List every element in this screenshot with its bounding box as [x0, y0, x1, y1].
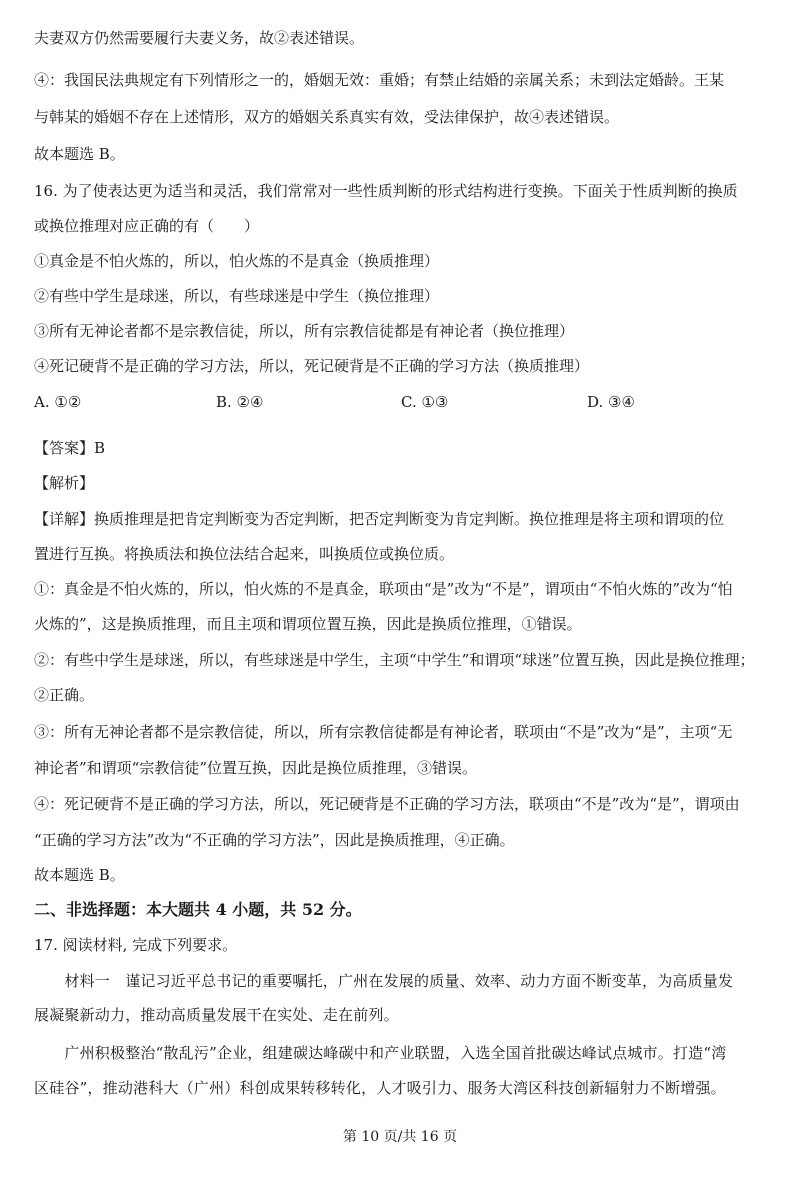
statement-4: ④死记硬背不是正确的学习方法，所以，死记硬背是不正确的学习方法（换质推理） [34, 357, 590, 375]
question-16-stem-cont: 或换位推理对应正确的有（ ） [34, 217, 260, 235]
option-c: C. ①③ [401, 393, 449, 411]
explanation-line: 置进行互换。将换质法和换位法结合起来，叫换质位或换位质。 [34, 545, 455, 563]
section-heading: 二、非选择题：本大题共 4 小题，共 52 分。 [34, 900, 362, 919]
explanation-line: 火炼的”，这是换质推理，而且主项和谓项位置互换，因此是换质位推理，①错误。 [34, 615, 582, 633]
text-line: ④：我国民法典规定有下列情形之一的，婚姻无效：重婚；有禁止结婚的亲属关系；未到法定婚龄。王某 [34, 71, 725, 89]
explanation-line: ③：所有无神论者都不是宗教信徒，所以，所有宗教信徒都是有神论者，联项由“不是”改为“是”，主项“无 [34, 723, 733, 741]
material-line: 展凝聚新动力，推动高质量发展干在实处、走在前列。 [34, 1006, 399, 1024]
statement-2: ②有些中学生是球迷，所以，有些球迷是中学生（换位推理） [34, 287, 440, 305]
explanation-line: ②正确。 [34, 686, 95, 704]
option-a: A. ①② [34, 393, 82, 411]
text-line: 夫妻双方仍然需要履行夫妻义务，故②表述错误。 [34, 29, 365, 47]
explanation-line: ②：有些中学生是球迷，所以，有些球迷是中学生，主项“中学生”和谓项“球迷”位置互换，因此是换位推理； [34, 651, 755, 669]
text-line: 故本题选 B。 [34, 145, 125, 163]
statement-3: ③所有无神论者都不是宗教信徒，所以，所有宗教信徒都是有神论者（换位推理） [34, 322, 575, 340]
explanation-line: 神论者”和谓项“宗教信徒”位置互换，因此是换位质推理，③错误。 [34, 759, 478, 777]
explanation-line: ①：真金是不怕火炼的，所以，怕火炼的不是真金，联项由“是”改为“不是”，谓项由“不怕火炼的”改为“怕 [34, 580, 733, 598]
text-line: 故本题选 B。 [34, 866, 125, 884]
text-line: 与韩某的婚姻不存在上述情形，双方的婚姻关系真实有效，受法律保护，故④表述错误。 [34, 108, 620, 126]
material-line: 区硅谷”，推动港科大（广州）科创成果转移转化，人才吸引力、服务大湾区科技创新辐射力不断增强。 [34, 1079, 726, 1097]
explanation-line: ④：死记硬背不是正确的学习方法，所以，死记硬背是不正确的学习方法，联项由“不是”改为“是”，谓项由 [34, 795, 740, 813]
answer-label: 【答案】B [34, 439, 106, 457]
material-line: 材料一 谨记习近平总书记的重要嘱托，广州在发展的质量、效率、动力方面不断变革，为高质量发 [34, 972, 734, 990]
question-17-stem: 17. 阅读材料, 完成下列要求。 [34, 936, 238, 954]
option-d: D. ③④ [587, 393, 635, 411]
analysis-label: 【解析】 [34, 474, 95, 492]
material-line: 广州积极整治“散乱污”企业，组建碳达峰碳中和产业联盟，入选全国首批碳达峰试点城市。打造“湾 [34, 1044, 727, 1062]
page-number: 第 10 页/共 16 页 [342, 1129, 458, 1145]
option-b: B. ②④ [216, 393, 264, 411]
explanation-line: 【详解】换质推理是把肯定判断变为否定判断，把否定判断变为肯定判断。换位推理是将主项和谓项的位 [34, 510, 725, 528]
question-16-stem: 16. 为了使表达更为适当和灵活，我们常常对一些性质判断的形式结构进行变换。下面关于性质判断的换质 [34, 182, 738, 200]
statement-1: ①真金是不怕火炼的，所以，怕火炼的不是真金（换质推理） [34, 252, 440, 270]
explanation-line: “正确的学习方法”改为“不正确的学习方法”，因此是换质推理，④正确。 [34, 831, 515, 849]
